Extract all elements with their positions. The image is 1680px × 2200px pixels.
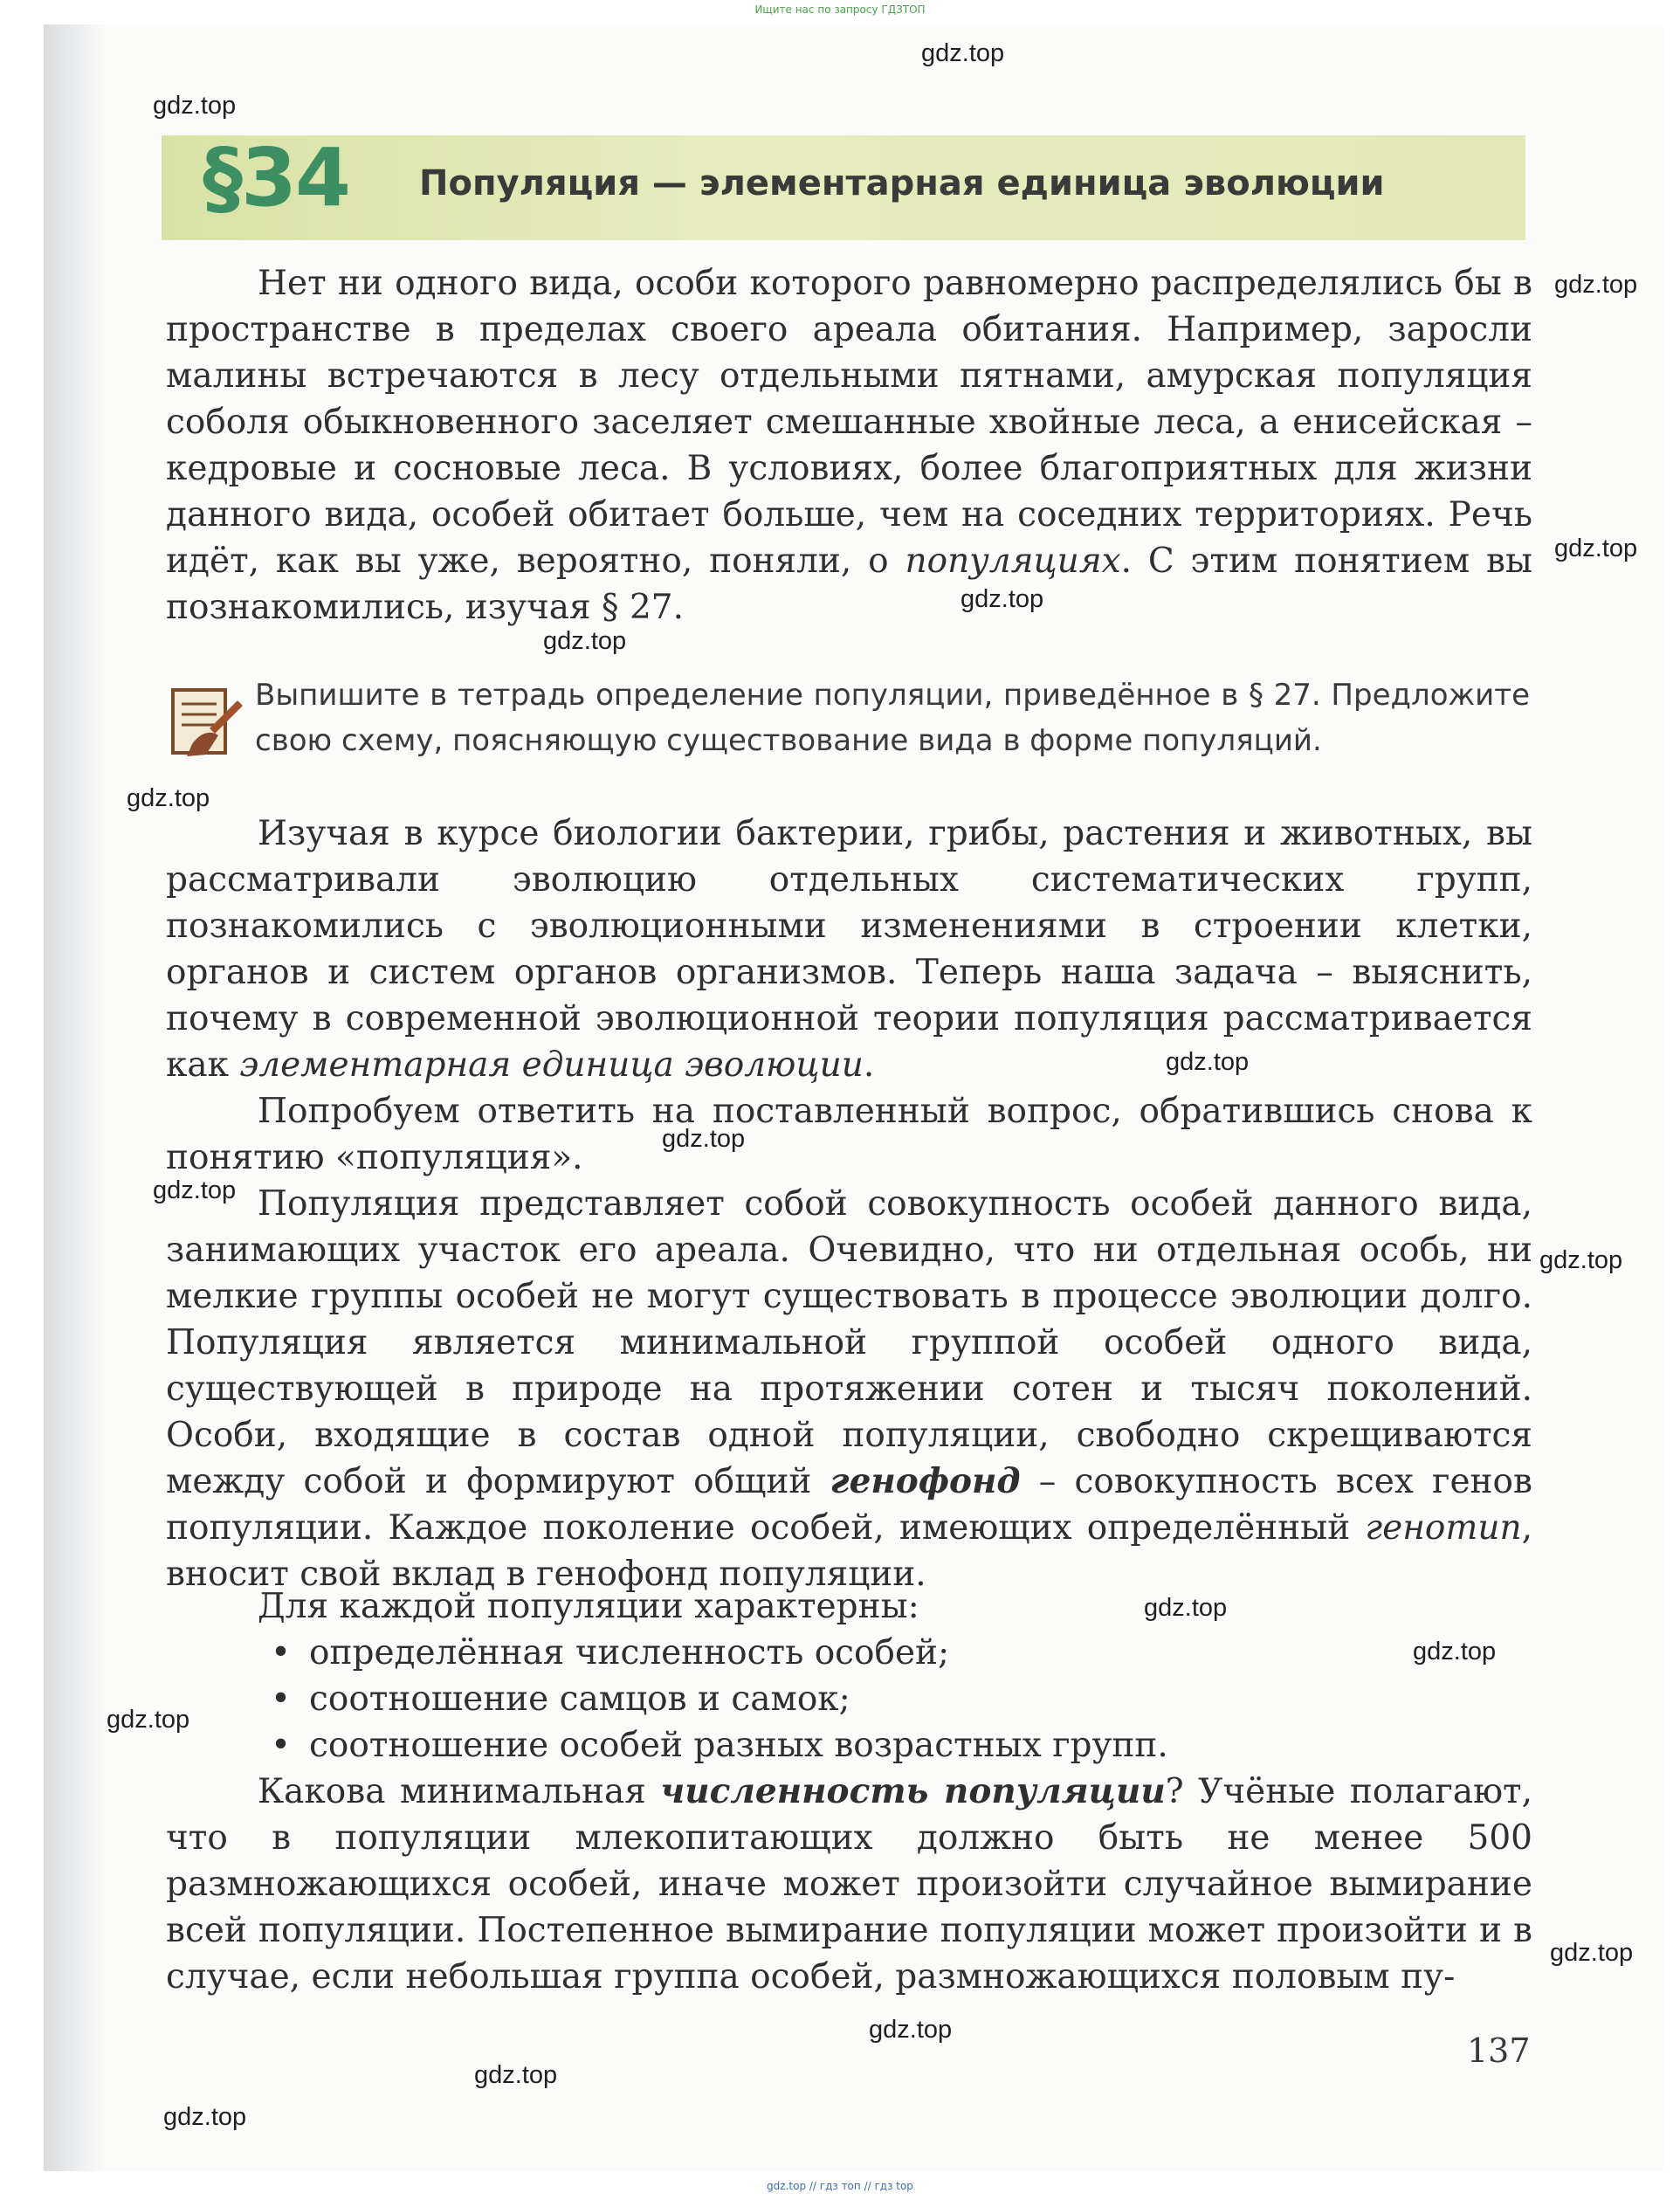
term-populations: популяциях [905,541,1121,581]
watermark: gdz.top [1413,1638,1497,1666]
paragraph-minimal-size [166,1769,1532,2000]
task-text: Выпишите в тетрадь определение популяции, приведённое в § 27. Предложите свою схему, поясняющую существование вида в форме популяций. [255,678,1530,758]
list-item: • соотношение самцов и самок; [271,1676,1168,1722]
watermark: gdz.top [1166,1048,1250,1076]
section-title: Популяция — элементарная единица эволюции [419,163,1385,203]
paragraph-text: . С этим понятием вы познакомились, изучая § 27. [166,541,1532,627]
page-binding-shadow [44,24,105,2171]
term-elementary-unit: элементарная единица эволюции [239,1045,864,1085]
watermark: gdz.top [153,92,237,120]
paragraph-question [166,1088,1532,1181]
section-number: §34 [203,131,350,224]
watermark: gdz.top [153,1176,237,1204]
watermark: gdz.top [1144,1594,1228,1622]
term-genotype: генотип [1365,1508,1522,1548]
paragraph-text: . [863,1045,875,1085]
paragraph-evolution [166,810,1532,1088]
watermark: gdz.top [163,2103,247,2131]
paragraph-text: Изучая в курсе биологии бактерии, грибы, растения и животных, вы рассматривали эволюцию отдельных систематических групп, познакомились с эволюционными изменениями в строении клетки, органов и систем органов организмов. Теперь наша задача – выяснить, почему в современной эволюционной теории популяция рассматривается как [166,814,1532,1085]
paragraph-text: Нет ни одного вида, особи которого равномерно распределялись бы в пространстве в пределах своего ареала обитания. Например, заросли малины встречаются в лесу отдельными пятнами, амурская популяция соболя обыкновенного заселяет смешанные хвойные леса, а енисейская – кедровые и сосновые леса. В условиях, более благоприятных для жизни данного вида, особей обитает больше, чем на соседних территориях. Речь идёт, как вы уже, вероятно, поняли, о [166,264,1532,581]
characteristics-list [271,1630,1168,1769]
term-gene-pool: генофонд [830,1461,1021,1501]
paragraph-text: , вносит свой вклад в генофонд популяции. [166,1508,1532,1594]
paragraph-intro [166,260,1532,631]
paragraph-text: Какова минимальная [258,1772,661,1811]
top-search-note: Ищите нас по запросу ГДЗТОП [754,3,926,16]
paragraph-population-definition [166,1181,1532,1597]
paragraph-characteristics [166,1583,1532,1630]
paragraph-text: ? Учёные полагают, что в популяции млекопитающих должно быть не менее 500 размножающихся особей, иначе может произойти случайное вымирание всей популяции. Постепенное вымирание популяции может произойти и в случае, если небольшая группа особей, размножающихся половым пу- [166,1772,1532,1997]
watermark: gdz.top [662,1125,746,1153]
notebook-pen-icon [166,683,246,763]
paragraph-text: Для каждой популяции характерны: [258,1587,919,1626]
watermark: gdz.top [1550,1939,1634,1967]
paragraph-text: – совокупность всех генов популяции. Каждое поколение особей, имеющих определённый [166,1462,1532,1548]
watermark: gdz.top [127,784,210,812]
list-item: • соотношение особей разных возрастных групп. [271,1722,1168,1769]
watermark: gdz.top [1554,271,1638,299]
watermark: gdz.top [869,2016,953,2044]
watermark: gdz.top [1539,1246,1623,1274]
term-population-size: численность популяции [660,1771,1166,1811]
paragraph-text: Попробуем ответить на поставленный вопрос, обратившись снова к понятию «популяция». [166,1092,1532,1177]
page-number: 137 [1467,2031,1531,2070]
watermark: gdz.top [107,1706,190,1734]
watermark: gdz.top [921,39,1005,67]
watermark: gdz.top [1554,534,1638,562]
watermark: gdz.top [543,627,627,655]
watermark: gdz.top [960,585,1044,613]
watermark: gdz.top [474,2061,558,2089]
list-item: • определённая численность особей; [271,1630,1168,1676]
bottom-watermark-note: gdz.top // гдз топ // гдз top [767,2180,913,2192]
paragraph-text: Популяция представляет собой совокупность особей данного вида, занимающих участок его ареала. Очевидно, что ни отдельная особь, ни мелкие группы особей не могут существовать в процессе эволюции долго. Популяция является минимальной группой особей одного вида, существующей в природе на протяжении сотен и тысяч поколений. Особи, входящие в состав одной популяции, свободно скрещиваются между собой и формируют общий [166,1184,1532,1501]
